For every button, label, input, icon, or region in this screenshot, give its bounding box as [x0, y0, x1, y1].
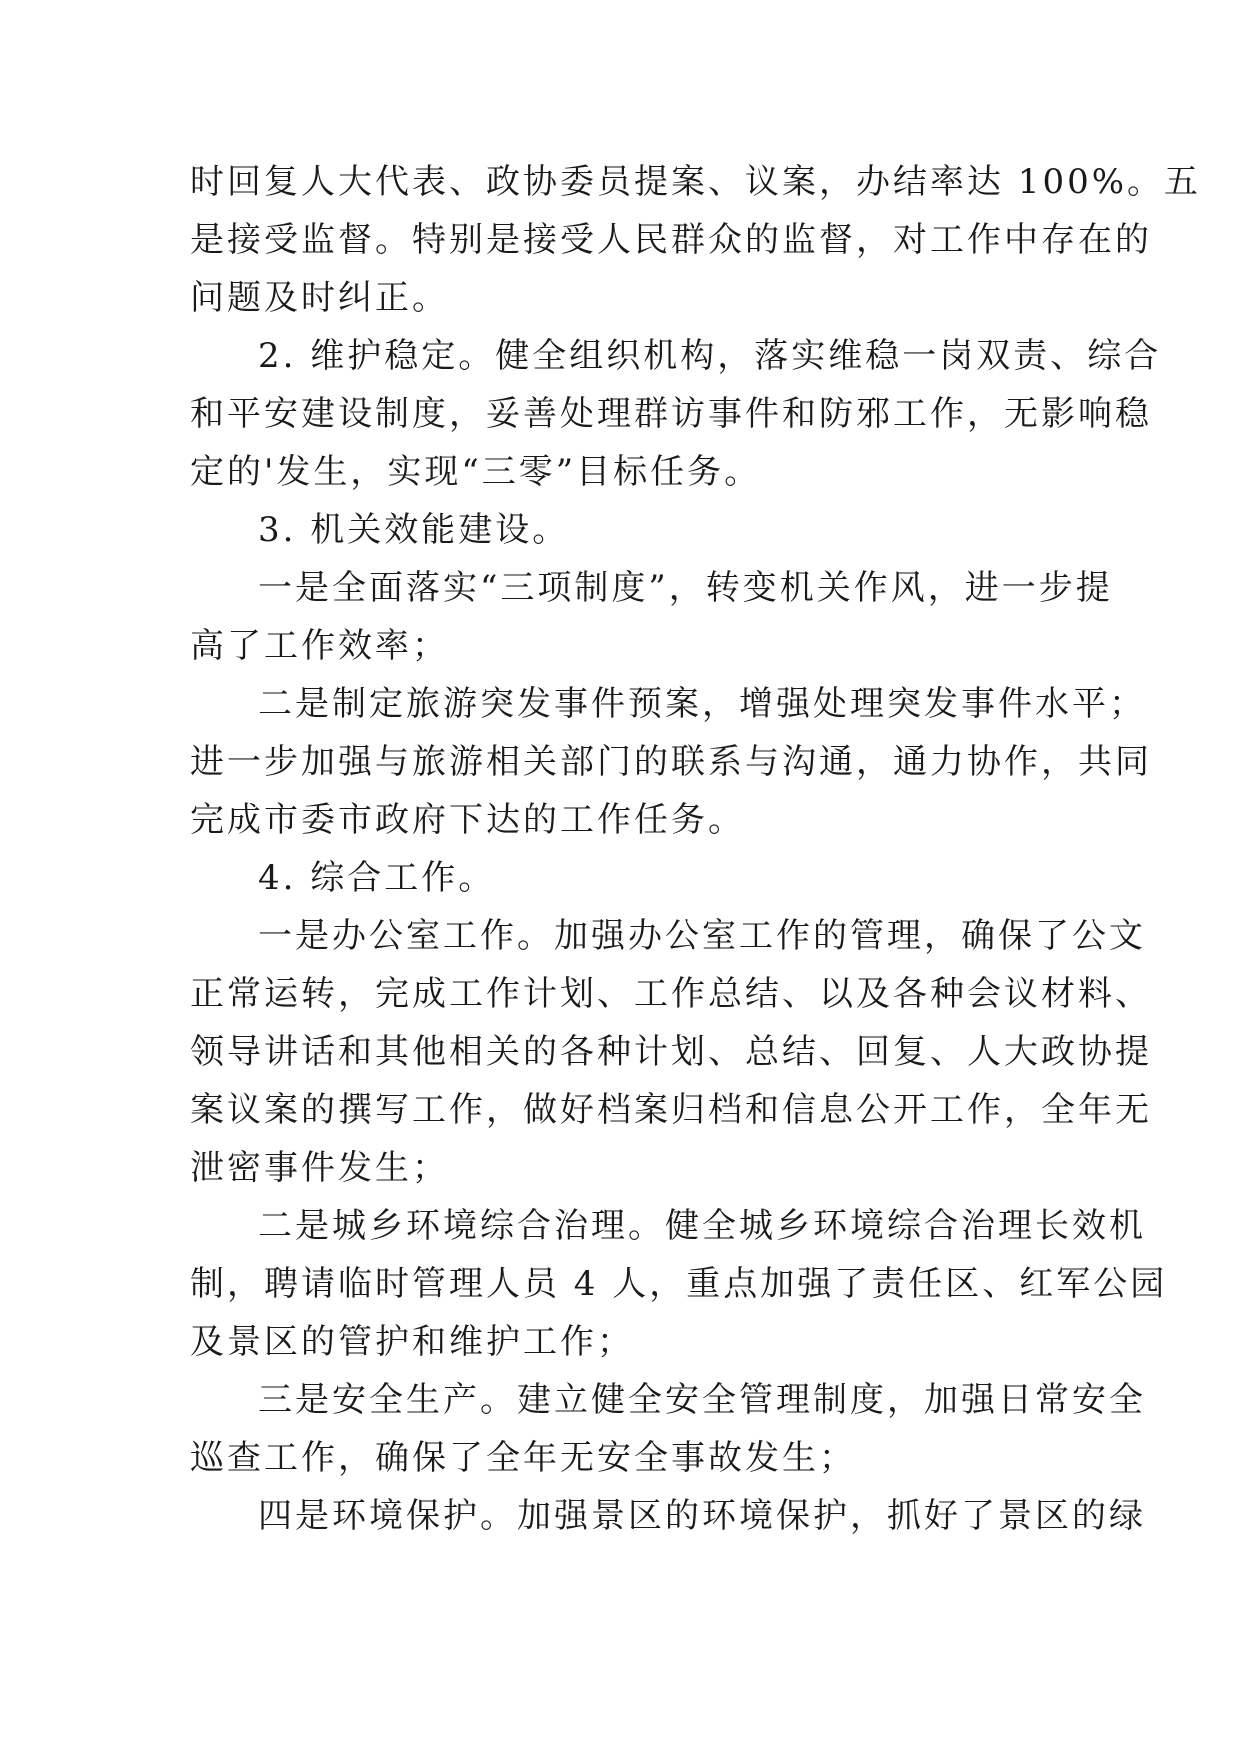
- text-line: 制，聘请临时管理人员 4 人，重点加强了责任区、红军公园: [190, 1264, 1168, 1304]
- text-line: 问题及时纠正。: [190, 278, 449, 318]
- text-line: 二是城乡环境综合治理。健全城乡环境综合治理长效机: [258, 1206, 1146, 1246]
- text-line: 领导讲话和其他相关的各种计划、总结、回复、人大政协提: [190, 1032, 1152, 1072]
- text-line: 是接受监督。特别是接受人民群众的监督，对工作中存在的: [190, 220, 1152, 260]
- text-line: 时回复人大代表、政协委员提案、议案，办结率达 100%。五: [190, 162, 1202, 202]
- text-line: 3. 机关效能建设。: [258, 510, 570, 550]
- text-line: 和平安建设制度，妥善处理群访事件和防邪工作，无影响稳: [190, 394, 1152, 434]
- text-line: 高了工作效率；: [190, 626, 449, 666]
- text-line: 进一步加强与旅游相关部门的联系与沟通，通力协作，共同: [190, 742, 1152, 782]
- text-line: 二是制定旅游突发事件预案，增强处理突发事件水平；: [258, 684, 1146, 724]
- text-line: 三是安全生产。建立健全安全管理制度，加强日常安全: [258, 1380, 1146, 1420]
- text-line: 一是办公室工作。加强办公室工作的管理，确保了公文: [258, 916, 1146, 956]
- text-line: 2. 维护稳定。健全组织机构，落实维稳一岗双责、综合: [258, 336, 1162, 376]
- text-line: 4. 综合工作。: [258, 858, 496, 898]
- text-line: 正常运转，完成工作计划、工作总结、以及各种会议材料、: [190, 974, 1152, 1014]
- text-line: 案议案的撰写工作，做好档案归档和信息公开工作，全年无: [190, 1090, 1152, 1130]
- text-line: 一是全面落实“三项制度”，转变机关作风，进一步提: [258, 568, 1113, 608]
- text-line: 完成市委市政府下达的工作任务。: [190, 800, 745, 840]
- text-line: 定的'发生，实现“三零”目标任务。: [190, 452, 762, 492]
- text-line: 泄密事件发生；: [190, 1148, 449, 1188]
- text-line: 巡查工作，确保了全年无安全事故发生；: [190, 1438, 856, 1478]
- text-line: 及景区的管护和维护工作；: [190, 1322, 634, 1362]
- text-line: 四是环境保护。加强景区的环境保护，抓好了景区的绿: [258, 1496, 1146, 1536]
